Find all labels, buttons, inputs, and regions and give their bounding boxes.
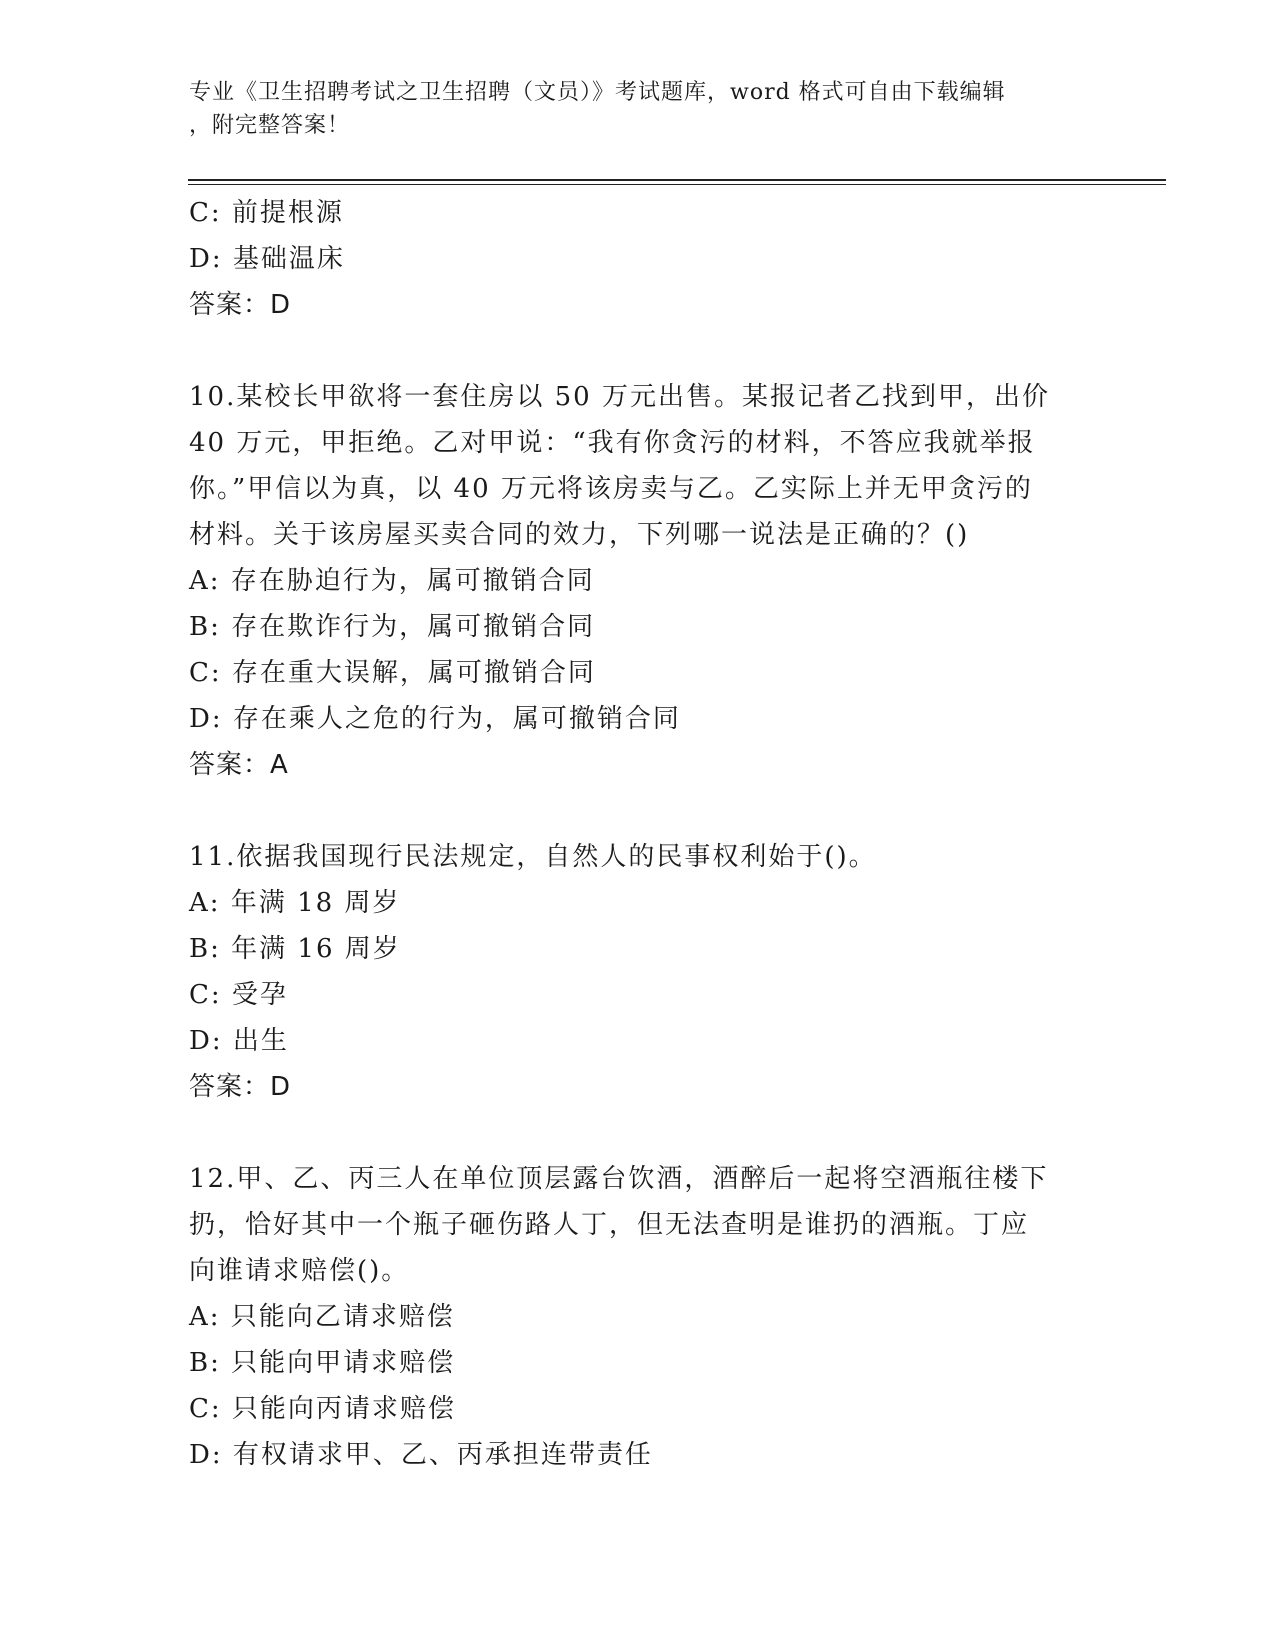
q12-option-b: B: 只能向甲请求赔偿 xyxy=(189,1348,456,1378)
question-content xyxy=(189,190,1089,1478)
q12-option-c: C: 只能向丙请求赔偿 xyxy=(189,1394,456,1424)
q10-option-c: C: 存在重大误解，属可撤销合同 xyxy=(189,658,596,688)
spacer xyxy=(189,788,1089,834)
q10-option-b: B: 存在欺诈行为，属可撤销合同 xyxy=(189,612,596,642)
q12-option-a: A: 只能向乙请求赔偿 xyxy=(189,1302,455,1332)
header-line-1: 专业《卫生招聘考试之卫生招聘（文员）》考试题库，word 格式可自由下载编辑 xyxy=(189,80,1006,105)
q10-text-line: 材料。关于该房屋买卖合同的效力，下列哪一说法是正确的？() xyxy=(189,520,970,550)
q10-text-line: 10.某校长甲欲将一套住房以 50 万元出售。某报记者乙找到甲，出价 xyxy=(189,382,1050,412)
q11-option-b: B: 年满 16 周岁 xyxy=(189,934,401,964)
spacer xyxy=(189,328,1089,374)
header-divider-thick xyxy=(188,179,1166,181)
q10-option-d: D: 存在乘人之危的行为，属可撤销合同 xyxy=(189,704,681,734)
q11-option-d: D: 出生 xyxy=(189,1026,289,1056)
q11-option-c: C: 受孕 xyxy=(189,980,288,1010)
header-line-2: ，附完整答案！ xyxy=(189,113,351,138)
q11-answer: 答案：D xyxy=(189,1072,292,1102)
q11-option-a: A: 年满 18 周岁 xyxy=(189,888,401,918)
q12-text-line: 12.甲、乙、丙三人在单位顶层露台饮酒，酒醉后一起将空酒瓶往楼下 xyxy=(189,1164,1049,1194)
q10-text-line: 40 万元，甲拒绝。乙对甲说：“我有你贪污的材料，不答应我就举报 xyxy=(189,428,1036,458)
q10-answer: 答案：A xyxy=(189,750,289,780)
prev-option-d: D: 基础温床 xyxy=(189,244,345,274)
q11-text-line: 11.依据我国现行民法规定，自然人的民事权利始于()。 xyxy=(189,842,877,872)
q12-option-d: D: 有权请求甲、乙、丙承担连带责任 xyxy=(189,1440,653,1470)
header-divider-thin xyxy=(188,184,1166,185)
document-header xyxy=(189,76,1089,142)
q12-text-line: 向谁请求赔偿()。 xyxy=(189,1256,410,1286)
q10-option-a: A: 存在胁迫行为，属可撤销合同 xyxy=(189,566,595,596)
q10-text-line: 你。”甲信以为真，以 40 万元将该房卖与乙。乙实际上并无甲贪污的 xyxy=(189,474,1033,504)
prev-answer: 答案：D xyxy=(189,290,292,320)
prev-option-c: C: 前提根源 xyxy=(189,198,344,228)
spacer xyxy=(189,1110,1089,1156)
q12-text-line: 扔，恰好其中一个瓶子砸伤路人丁，但无法查明是谁扔的酒瓶。丁应 xyxy=(189,1210,1030,1240)
